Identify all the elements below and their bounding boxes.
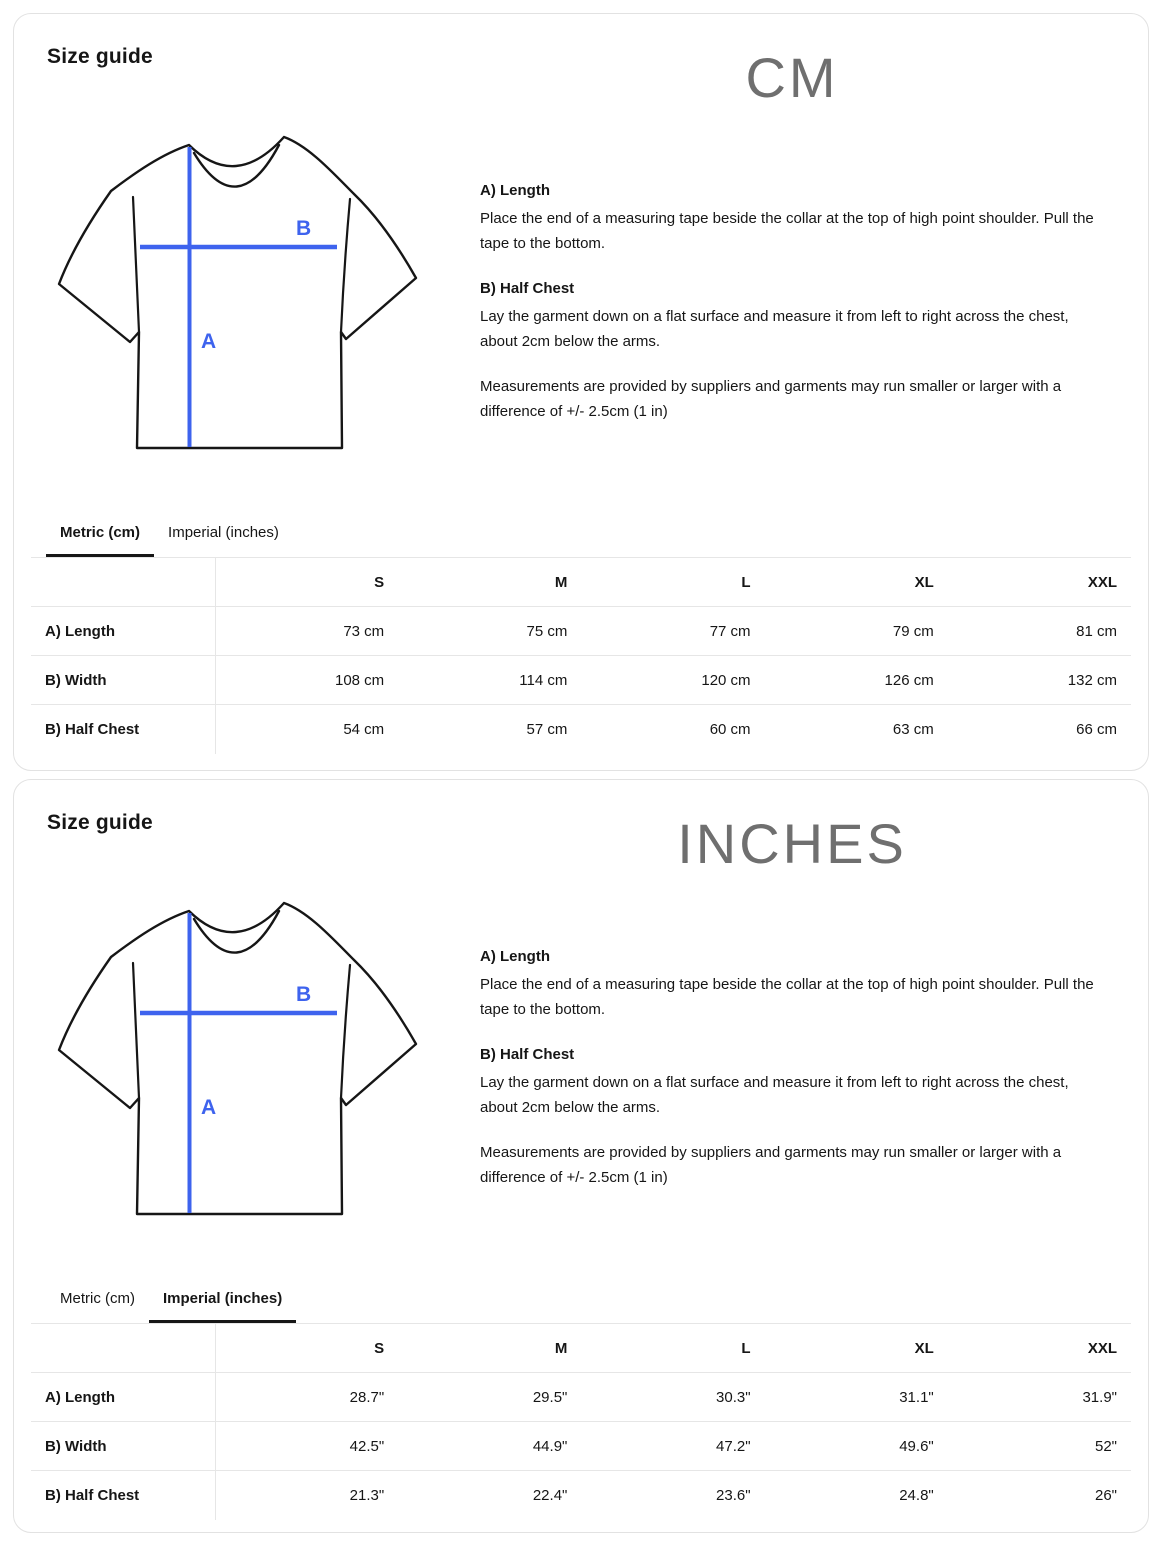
tshirt-diagram-icon [44,892,429,1224]
card-content [44,126,1118,458]
measure-label-b: B [296,983,312,1006]
measure-label-a: A [201,330,217,353]
instruction-disclaimer: Measurements are provided by suppliers and garments may run smaller or larger with a difference of +/- 2.5cm (1 in) [480,378,1062,420]
size-value-cell: 75 cm [526,622,568,640]
size-value-cell: 132 cm [1067,671,1117,689]
size-value-cell: 114 cm [519,671,568,689]
size-table-row [31,1471,1131,1520]
page-title: Size guide [47,45,153,68]
row-label: B) Half Chest [31,1471,215,1520]
tab-imperial-inches[interactable]: Imperial (inches) [149,1290,296,1323]
instruction-body-length: Place the end of a measuring tape beside the collar at the top of high point shoulder. Pull the tape to the bottom. [480,976,1094,1018]
size-value-cell: 63 cm [892,720,934,738]
size-column-header-m: M [554,1339,568,1357]
size-guide-card-cm [13,13,1149,771]
instruction-body-length: Place the end of a measuring tape beside the collar at the top of high point shoulder. Pull the tape to the bottom. [480,210,1094,252]
unit-inches-title: INCHES [677,812,907,875]
tshirt-outline [59,903,416,1214]
unit-tabs [46,524,1118,557]
size-value-cell: 23.6" [716,1486,751,1504]
size-table-row [31,607,1131,656]
row-label: B) Width [31,656,215,705]
size-column-header-m: M [554,573,568,591]
size-value-cell: 31.9" [1082,1388,1117,1406]
unit-tabs [46,1290,1118,1323]
size-value-cell: 28.7" [349,1388,385,1406]
size-column-header-s: S [374,573,385,591]
size-value-cell: 42.5" [349,1437,385,1455]
diagram-column [44,892,480,1224]
size-value-cell: 44.9" [532,1437,568,1455]
size-value-cell: 54 cm [343,720,385,738]
size-value-cell: 29.5" [532,1388,568,1406]
instruction-heading-half-chest: B) Half Chest [480,1046,575,1063]
size-table-row [31,1422,1131,1471]
instruction-body-half-chest: Lay the garment down on a flat surface and measure it from left to right across the chest, about 2cm below the arms. [480,1074,1069,1116]
tshirt-outline [59,137,416,448]
size-table-inches [31,1323,1131,1520]
size-column-header-l: L [741,1339,751,1357]
size-column-header-xl: XL [914,573,934,591]
card-content [44,892,1118,1224]
size-value-cell: 126 cm [884,671,934,689]
tab-metric-cm[interactable]: Metric (cm) [46,1290,149,1323]
row-label: B) Half Chest [31,705,215,754]
size-value-cell: 108 cm [334,671,385,689]
instruction-body-half-chest: Lay the garment down on a flat surface and measure it from left to right across the chest, about 2cm below the arms. [480,308,1069,350]
size-value-cell: 21.3" [349,1486,385,1504]
size-value-cell: 24.8" [899,1486,934,1504]
size-value-cell: 79 cm [892,622,934,640]
tab-imperial-inches[interactable]: Imperial (inches) [154,524,293,557]
tshirt-diagram-icon [44,126,429,458]
tab-metric-cm[interactable]: Metric (cm) [46,524,154,557]
measure-label-a: A [201,1096,217,1119]
size-value-cell: 30.3" [716,1388,751,1406]
size-value-cell: 120 cm [701,671,751,689]
size-value-cell: 47.2" [716,1437,751,1455]
size-value-cell: 52" [1094,1437,1117,1455]
measuring-instructions [480,892,1118,1224]
unit-cm-title: CM [745,46,839,109]
size-table-header-row [31,558,1131,607]
size-value-cell: 49.6" [899,1437,934,1455]
measure-label-b: B [296,217,312,240]
instruction-heading-length: A) Length [480,948,550,965]
size-column-header-l: L [741,573,751,591]
size-table-row [31,656,1131,705]
size-table-cm [31,557,1131,754]
size-guide-card-inches [13,779,1149,1533]
size-table-header-row [31,1324,1131,1373]
size-value-cell: 66 cm [1076,720,1117,738]
size-table-row [31,1373,1131,1422]
row-label: A) Length [31,607,215,656]
size-column-header-xxl: XXL [1087,573,1117,591]
size-column-header-s: S [374,1339,385,1357]
size-table-row [31,705,1131,754]
table-corner-cell [31,1324,215,1373]
size-value-cell: 60 cm [709,720,751,738]
size-column-header-xxl: XXL [1087,1339,1117,1357]
instruction-heading-length: A) Length [480,182,550,199]
measuring-instructions [480,126,1118,458]
page-title: Size guide [47,811,153,834]
size-column-header-xl: XL [914,1339,934,1357]
size-value-cell: 57 cm [526,720,568,738]
row-label: A) Length [31,1373,215,1422]
size-value-cell: 31.1" [899,1388,934,1406]
instruction-heading-half-chest: B) Half Chest [480,280,575,297]
size-value-cell: 22.4" [532,1486,568,1504]
row-label: B) Width [31,1422,215,1471]
size-value-cell: 26" [1094,1486,1117,1504]
table-corner-cell [31,558,215,607]
size-value-cell: 77 cm [709,622,751,640]
diagram-column [44,126,480,458]
size-value-cell: 73 cm [343,622,385,640]
instruction-disclaimer: Measurements are provided by suppliers and garments may run smaller or larger with a difference of +/- 2.5cm (1 in) [480,1144,1062,1186]
size-value-cell: 81 cm [1076,622,1117,640]
